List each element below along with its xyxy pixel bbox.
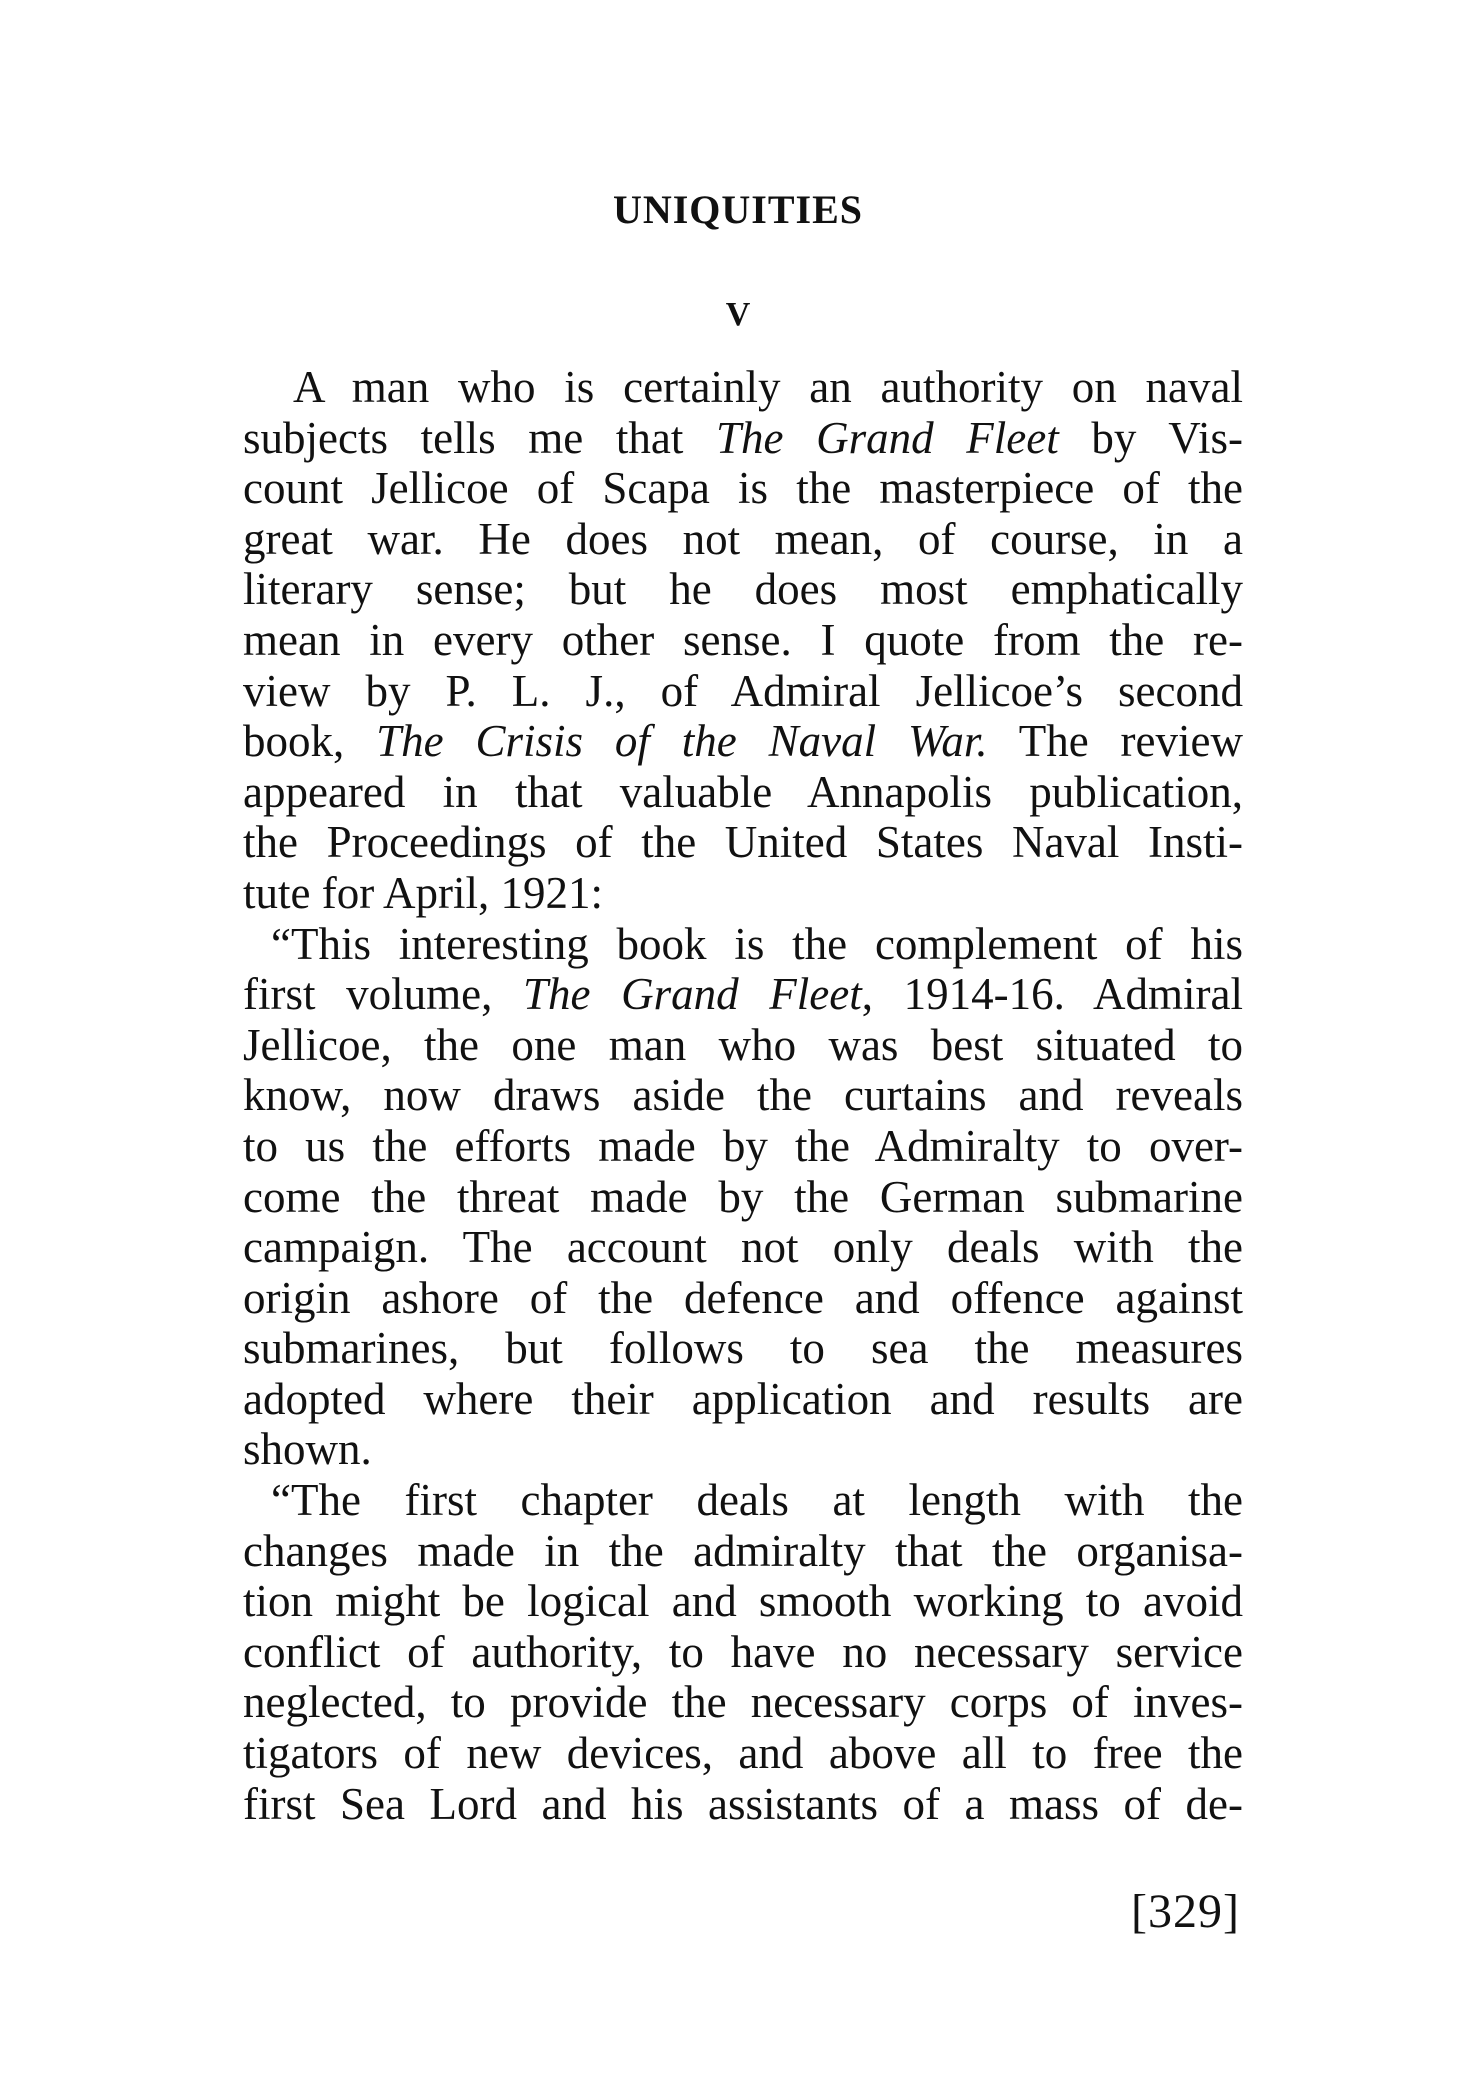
text-line xyxy=(243,1121,1243,1172)
text-segment: “The first chapter deals at length with the xyxy=(271,1475,1243,1526)
page-number: [329] xyxy=(1131,1885,1240,1938)
text-segment: submarines, but follows to sea the measures xyxy=(243,1323,1243,1374)
text-segment: tute for April, 1921: xyxy=(243,867,603,918)
text-line xyxy=(243,1222,1243,1273)
text-segment: count Jellicoe of Scapa is the masterpiece of the xyxy=(243,463,1243,514)
italic-title: The Grand Fleet xyxy=(716,412,1059,463)
text-segment: the Proceedings of the United States Naval Insti- xyxy=(243,817,1243,868)
text-segment: tion might be logical and smooth working to avoid xyxy=(243,1576,1243,1627)
text-line xyxy=(243,1374,1243,1425)
text-segment: know, now draws aside the curtains and reveals xyxy=(243,1070,1243,1121)
text-line xyxy=(243,1323,1243,1374)
text-segment: A man who is certainly an authority on naval xyxy=(293,362,1243,412)
text-line xyxy=(243,1526,1243,1577)
text-line xyxy=(243,919,1243,970)
text-line xyxy=(243,1779,1243,1830)
body-text xyxy=(243,362,1243,1829)
text-line xyxy=(243,1273,1243,1324)
text-segment: origin ashore of the defence and offence against xyxy=(243,1272,1243,1323)
text-segment: by Vis- xyxy=(1058,412,1244,463)
text-segment: book, xyxy=(243,716,377,767)
section-numeral: V xyxy=(725,296,751,333)
text-segment: campaign. The account not only deals with the xyxy=(243,1222,1243,1273)
text-segment: adopted where their application and results are xyxy=(243,1373,1243,1424)
text-line xyxy=(243,1576,1243,1627)
text-segment: shown. xyxy=(243,1424,372,1475)
text-line xyxy=(243,868,1243,919)
text-segment: The review xyxy=(987,716,1243,767)
text-segment: great war. He does not mean, of course, in a xyxy=(243,513,1243,564)
text-segment: changes made in the admiralty that the organisa- xyxy=(243,1525,1243,1576)
italic-title: The Crisis of the Naval War. xyxy=(376,716,988,767)
text-segment: tigators of new devices, and above all to free the xyxy=(243,1728,1243,1779)
text-line xyxy=(243,1728,1243,1779)
running-head: UNIQUITIES xyxy=(612,187,864,232)
text-segment: Jellicoe, the one man who was best situated to xyxy=(243,1019,1243,1070)
text-segment: mean in every other sense. I quote from the re- xyxy=(243,614,1243,665)
text-line xyxy=(243,969,1243,1020)
text-segment: to us the efforts made by the Admiralty to over- xyxy=(243,1120,1243,1171)
text-line xyxy=(243,362,1243,413)
text-line xyxy=(243,564,1243,615)
text-segment: appeared in that valuable Annapolis publication, xyxy=(243,766,1243,817)
text-line xyxy=(243,413,1243,464)
text-line xyxy=(243,463,1243,514)
text-segment: subjects tells me that xyxy=(243,412,716,463)
text-segment: view by P. L. J., of Admiral Jellicoe’s second xyxy=(243,665,1243,716)
text-segment: literary sense; but he does most emphatically xyxy=(243,564,1243,615)
text-line xyxy=(243,1677,1243,1728)
text-segment: first Sea Lord and his assistants of a mass of de- xyxy=(243,1778,1243,1829)
text-line xyxy=(243,514,1243,565)
text-line xyxy=(243,615,1243,666)
text-line xyxy=(243,716,1243,767)
text-segment: neglected, to provide the necessary corps of inves- xyxy=(243,1677,1243,1728)
text-line xyxy=(243,666,1243,717)
text-line xyxy=(243,1475,1243,1526)
text-segment: come the threat made by the German submarine xyxy=(243,1171,1243,1222)
text-segment: “This interesting book is the complement of his xyxy=(271,918,1243,969)
text-segment: , 1914-16. Admiral xyxy=(861,969,1244,1020)
text-segment: first volume, xyxy=(243,969,524,1020)
text-line xyxy=(243,1020,1243,1071)
text-line xyxy=(243,1070,1243,1121)
text-line xyxy=(243,1424,1243,1475)
text-line xyxy=(243,817,1243,868)
text-line xyxy=(243,767,1243,818)
text-line xyxy=(243,1172,1243,1223)
italic-title: The Grand Fleet xyxy=(523,969,862,1020)
text-line xyxy=(243,1627,1243,1678)
text-segment: conflict of authority, to have no necessary service xyxy=(243,1626,1243,1677)
